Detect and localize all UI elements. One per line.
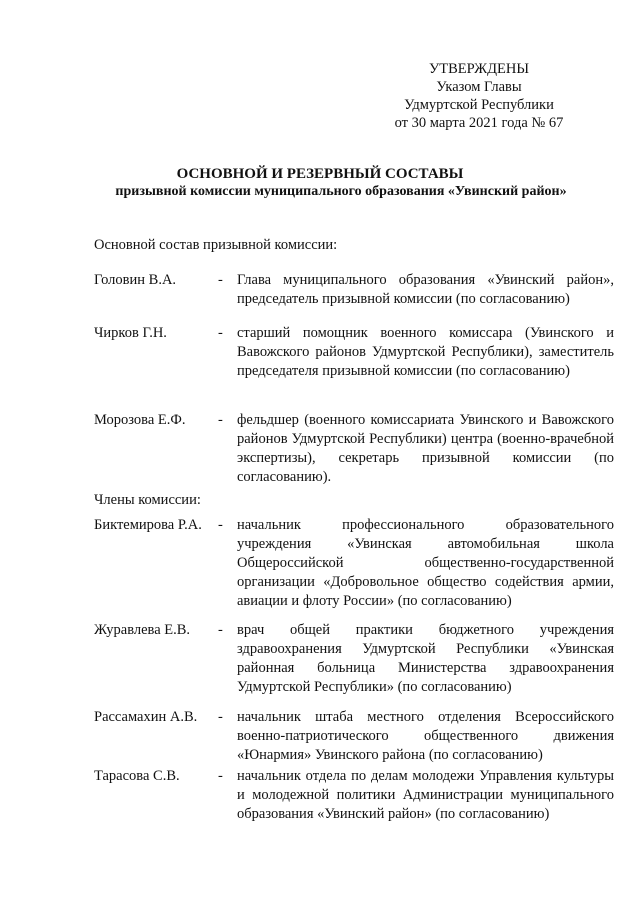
member-name: Тарасова С.В. [94, 768, 180, 784]
member-dash: - [218, 272, 223, 288]
member-role: врач общей практики бюджетного учреждения здравоохранения Удмуртской Республики «Увинская районная больница Министерства здравоохранения Удмуртской Республики» (по согласованию) [237, 622, 614, 695]
approval-line-3: Удмуртской Республики [404, 97, 554, 113]
member-role: Глава муниципального образования «Увинский район», председатель призывной комиссии (по согласованию) [237, 272, 614, 307]
member-dash: - [218, 622, 223, 638]
document-title: ОСНОВНОЙ И РЕЗЕРВНЫЙ СОСТАВЫ [176, 166, 464, 182]
member-name: Биктемирова Р.А. [94, 517, 202, 533]
approval-line-4: от 30 марта 2021 года № 67 [394, 115, 564, 131]
member-name: Чирков Г.Н. [94, 325, 167, 341]
member-role: начальник штаба местного отделения Всероссийского военно-патриотического общественного движения «Юнармия» Увинского района (по согласованию) [237, 709, 614, 763]
member-dash: - [218, 709, 223, 725]
member-dash: - [218, 517, 223, 533]
document-subtitle: призывной комиссии муниципального образования «Увинский район» [115, 184, 567, 199]
member-dash: - [218, 325, 223, 341]
member-role: начальник отдела по делам молодежи Управления культуры и молодежной политики Администрации муниципального образования «Увинский район» (по согласованию) [237, 768, 614, 822]
member-role: начальник профессионального образовательного учреждения «Увинская автомобильная школа Общероссийской общественно-государственной организации «Добровольное общество содействия армии, авиации и флоту России» (по согласованию) [237, 517, 614, 609]
main-section-label: Основной состав призывной комиссии: [94, 237, 338, 253]
approval-line-2: Указом Главы [436, 79, 522, 95]
member-name: Морозова Е.Ф. [94, 412, 186, 428]
member-name: Журавлева Е.В. [94, 622, 191, 638]
member-role: фельдшер (военного комиссариата Увинского и Вавожского районов Удмуртской Республики) центра (военно-врачебной экспертизы), секретарь призывной комиссии (по согласованию). [237, 412, 614, 485]
member-dash: - [218, 768, 223, 784]
member-name: Головин В.А. [94, 272, 177, 288]
member-dash: - [218, 412, 223, 428]
approval-stamp [384, 60, 574, 132]
members-section-label: Члены комиссии: [94, 492, 201, 508]
member-name: Рассамахин А.В. [94, 709, 198, 725]
approval-line-1: УТВЕРЖДЕНЫ [428, 61, 530, 77]
member-role: старший помощник военного комиссара (Увинского и Вавожского районов Удмуртской Республики), заместитель председателя призывной комиссии (по согласованию) [237, 325, 614, 379]
